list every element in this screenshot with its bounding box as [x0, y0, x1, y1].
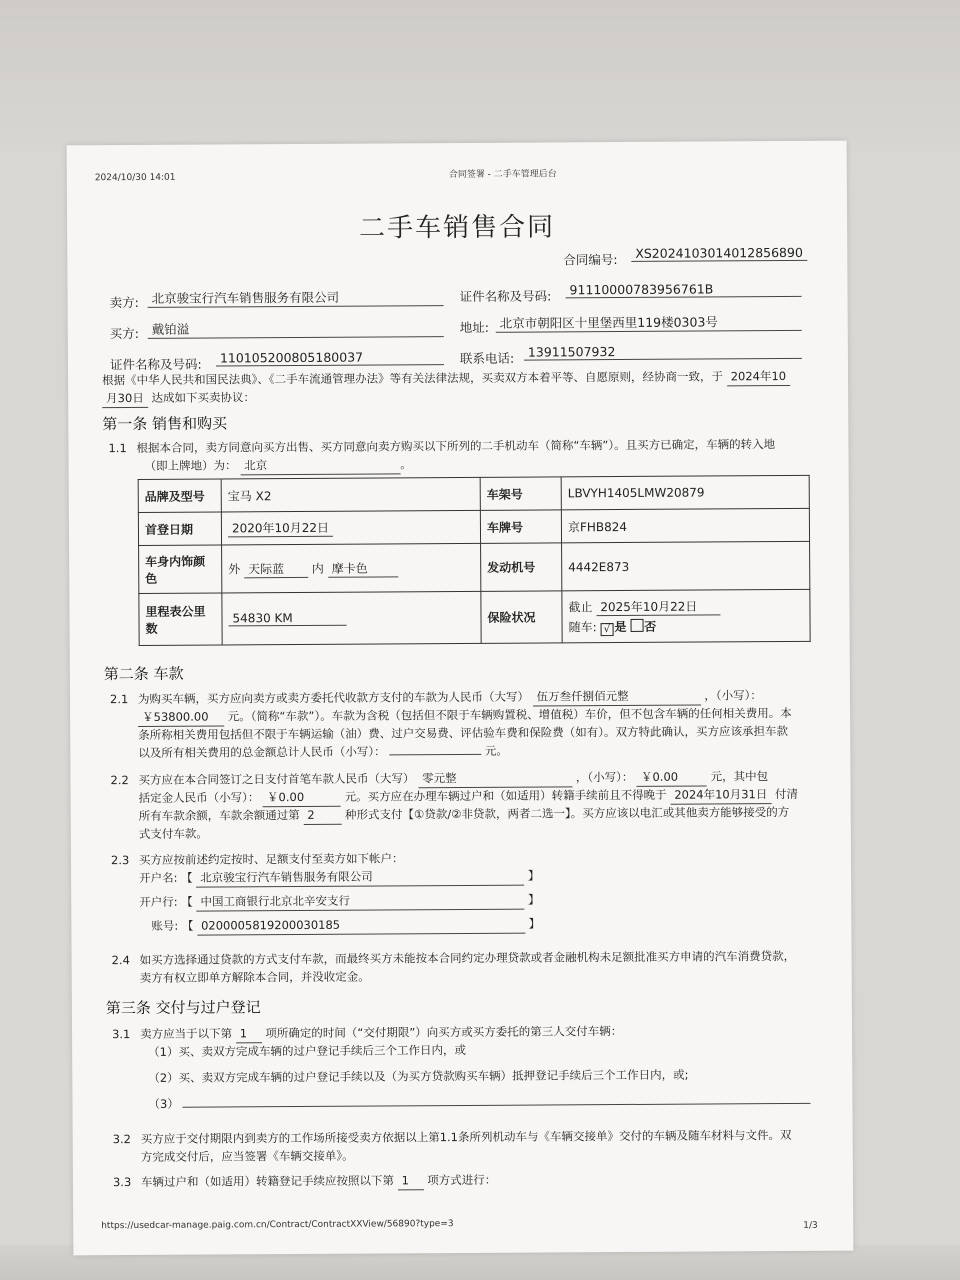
background-top	[0, 0, 960, 150]
bank-row	[139, 891, 539, 912]
reg-date-label: 首登日期	[138, 512, 221, 546]
insurance-cell	[562, 589, 810, 643]
p31-num: 3.1	[112, 1027, 131, 1042]
buyer-id-value: 110105200805180037	[216, 349, 444, 366]
p33-b: 项方式进行：	[427, 1172, 497, 1188]
vehicle-table	[138, 475, 811, 646]
print-url: https://usedcar-manage.paig.com.cn/Contract/ContractXXView/56890?type=3	[101, 1219, 454, 1232]
p32-line2: 方完成交付后，应当签署《车辆交接单》。	[140, 1148, 354, 1164]
p31-b: 项所确定的时间（“交付期限”）向买方或买方委托的第三人交付车辆：	[265, 1024, 623, 1041]
p33-line1	[141, 1171, 496, 1192]
color-label: 车身内饰颜色	[139, 545, 222, 594]
p23-text: 买方应按前述约定按时、足额支付至卖方如下帐户：	[138, 851, 404, 867]
p23-num: 2.3	[110, 853, 130, 868]
p22-a: 买方应在本合同签订之日支付首笔车款人民币（大写）	[138, 771, 415, 787]
brand-value: 宝马 X2	[221, 477, 480, 512]
contract-no-value: XS20241030140128568​90	[631, 245, 807, 262]
no-checkbox[interactable]	[630, 618, 643, 631]
p21-f: 元。	[484, 743, 508, 758]
p21-e: 以及所有相关费用的总金额总计人民币（小写）：	[138, 744, 386, 760]
p33-a: 车辆过户和（如适用）转籍登记手续应按照以下第	[140, 1173, 394, 1189]
phone-label: 联系电话:	[459, 350, 515, 366]
vin-label: 车架号	[480, 477, 561, 510]
int-prefix: 内	[311, 561, 324, 576]
p11-dot: 。	[400, 457, 412, 472]
intro-date-b: 月30日	[102, 389, 148, 408]
p22-option: 2	[303, 806, 341, 825]
engine-value: 4442E873	[562, 541, 810, 591]
p22-g: 所有车款余额，车款余额通过第	[138, 807, 300, 823]
account-no: 0200005819200030185	[197, 915, 525, 936]
intro-text	[102, 367, 790, 390]
p21-line3: 条所称相关费用包括但不限于车辆运输（油）费、过户交易费、评估验车费和保险费（如有）。双方特此确认，买方应该承担车款	[138, 723, 789, 742]
p22-c: 元，其中包	[710, 769, 769, 784]
contract-title: 二手车销售合同	[359, 212, 556, 244]
p31-option-3-blank	[182, 1103, 810, 1108]
p22-e: 元。买方应在办理车辆过户和（如适用）转籍手续前且不得晚于	[344, 787, 667, 804]
account-name-row	[139, 867, 539, 888]
p24-line1: 如买方选择通过贷款的方式支付车款，而最终买方未能按本合同约定办理贷款或者金融机构未足额批准买方申请的汽车消费贷款，	[139, 948, 796, 967]
contract-page	[67, 141, 854, 1256]
yes-checkbox[interactable]: √	[600, 623, 613, 636]
p11-destination-label: （即上牌地）为：	[144, 458, 237, 473]
p22-amount-cn: 零元整	[418, 768, 572, 788]
intro-line1: 根据《中华人民共和国民法典》、《二手车流通管理办法》等有关法律法规，买卖双方本着平等、自愿原则，经协商一致，于	[102, 369, 724, 388]
color-cell	[222, 543, 481, 593]
p31-option: 1	[236, 1024, 262, 1043]
p31-option-2: （2）买、卖双方完成车辆的过户登记手续以及（为买方贷款购买车辆）抵押登记手续后三个工作日内，或;	[148, 1067, 689, 1085]
p32-num: 3.2	[112, 1132, 132, 1147]
p33-num: 3.3	[112, 1175, 132, 1190]
p21-amount: ￥53800.00	[138, 707, 224, 727]
account-no-row	[151, 915, 540, 936]
phone-value: 13911507932	[524, 343, 802, 361]
p31-option-1: （1）买、卖双方完成车辆的过户登记手续后三个工作日内，或	[148, 1042, 467, 1059]
ext-prefix: 外	[228, 561, 241, 576]
p21-line4	[138, 742, 508, 762]
ext-color: 天际蓝	[244, 559, 308, 577]
p31-option-3	[148, 1091, 810, 1113]
p22-b: ，（小写）：	[575, 769, 634, 785]
p21-num: 2.1	[109, 692, 129, 707]
insurance-with-car	[569, 616, 804, 635]
p22-date: 2024年10月31日	[670, 785, 771, 805]
bracket-left: 【	[181, 870, 193, 885]
insurance-label: 保险状况	[481, 591, 562, 643]
p21-amount-cn: 伍万叁仟捌佰元整	[533, 687, 701, 707]
p21-c: 元。（简称“车款”）。车款为含税（包括但不限于车辆购置税、增值税）车价，但不包含车辆的任何相关费用。本	[227, 705, 792, 724]
p22-h: 种形式支付【①贷款/②非贷款，两者二选一】。买方应该以电汇或其他卖方能够接受的方	[344, 804, 790, 822]
section-1-title: 第一条 销售和购买	[102, 414, 228, 434]
bracket-left: 【	[181, 918, 194, 933]
bracket-right: 】	[528, 892, 540, 907]
p22-num: 2.2	[110, 773, 129, 788]
p33-option: 1	[398, 1171, 424, 1190]
seller-label: 卖方:	[109, 294, 139, 311]
section-3-title: 第三条 交付与过户登记	[105, 998, 261, 1018]
odometer-label: 里程表公里数	[139, 593, 222, 646]
vin-value: LBVYH1405LMW20879	[561, 475, 809, 510]
odometer-value: 54830 KM	[228, 611, 346, 627]
p24-line2: 卖方有权立即单方解除本合同，并没收定金。	[139, 969, 370, 985]
table-row	[139, 589, 810, 645]
account-name: 北京骏宝行汽车销售服务有限公司	[196, 867, 524, 888]
p24-num: 2.4	[111, 953, 130, 968]
p21-b: ，（小写）：	[704, 688, 762, 703]
bracket-right: 】	[528, 916, 541, 931]
intro-date-a: 2024年10	[727, 367, 791, 386]
bracket-right: 】	[527, 868, 540, 883]
intro-line2: 达成如下买卖协议：	[151, 390, 255, 405]
p22-deposit: ￥0.00	[263, 788, 341, 807]
odometer-cell	[222, 591, 481, 645]
seller-id-value: 91110000783956761B	[565, 281, 801, 298]
account-no-label: 账号:	[151, 918, 179, 933]
p22-d: 括定金人民币（小写）：	[138, 790, 260, 805]
seller-id-label: 证件名称及号码:	[459, 288, 552, 304]
p22-f: 付清	[774, 786, 799, 802]
bracket-left: 【	[181, 894, 193, 909]
p11-destination-city: 北京	[240, 455, 400, 475]
section-2-title: 第二条 车款	[103, 664, 184, 684]
engine-label: 发动机号	[481, 543, 562, 591]
p22-line3	[139, 803, 790, 826]
p31-a: 卖方应当于以下第	[140, 1026, 233, 1041]
address-value: 北京市朝阳区十里堡西里119楼0303号	[496, 312, 802, 333]
print-page-number: 1/3	[803, 1220, 818, 1231]
intro-text-2	[102, 388, 255, 408]
print-datetime: 2024/10/30 14:01	[94, 172, 176, 184]
account-name-label: 开户名:	[139, 870, 178, 885]
contract-no-label: 合同编号:	[563, 252, 618, 268]
p11-text-2	[145, 455, 412, 476]
p22-line4: 式支付车款。	[138, 826, 208, 841]
seller-name: 北京骏宝行汽车销售服务有限公司	[147, 287, 443, 308]
buyer-name: 戴铂溢	[148, 318, 444, 339]
bank-name: 中国工商银行北京北辛安支行	[196, 891, 524, 912]
buyer-label: 买方:	[109, 325, 140, 342]
p32-line1: 买方应于交付期限内到卖方的工作场所接受卖方依据以上第1.1条所列机动车与《车辆交接单》交付的车辆及随车材料与文件。双	[140, 1127, 792, 1146]
bank-label: 开户行:	[139, 894, 178, 909]
insurance-with-car-label: 随车:	[568, 619, 597, 634]
p11-text: 根据本合同，卖方同意向买方出售、买方同意向卖方购买以下所列的二手机动车（简称“车辆”）。且买方已确定，车辆的转入地	[136, 437, 776, 455]
table-row	[139, 541, 810, 593]
address-label: 地址:	[459, 319, 490, 335]
insurance-until-date: 2025年10月22日	[596, 597, 720, 616]
plate-label: 车牌号	[480, 510, 561, 543]
reg-date-value: 2020年10月22日	[228, 519, 333, 538]
print-page-title: 合同签署 - 二手车管理后台	[448, 169, 557, 181]
buyer-id-label: 证件名称及号码:	[109, 356, 202, 373]
p21-a: 为购买车辆，买方应向卖方或卖方委托代收款方支付的车款为人民币（大写）	[137, 689, 530, 706]
p21-total-blank	[389, 754, 481, 756]
insurance-until	[568, 596, 803, 615]
yes-label: 是	[614, 619, 627, 634]
plate-value: 京FHB824	[561, 508, 809, 543]
brand-label: 品牌及型号	[138, 479, 221, 513]
p31-option-3-label: （3）	[148, 1096, 179, 1111]
reg-date-cell	[221, 510, 480, 545]
table-row	[138, 475, 809, 512]
p11-num: 1.1	[108, 441, 127, 456]
table-row	[138, 508, 809, 545]
no-label: 否	[644, 619, 657, 634]
p22-amount: ￥0.00	[637, 767, 707, 786]
insurance-until-prefix: 截止	[568, 599, 593, 614]
int-color: 摩卡色	[328, 559, 398, 577]
